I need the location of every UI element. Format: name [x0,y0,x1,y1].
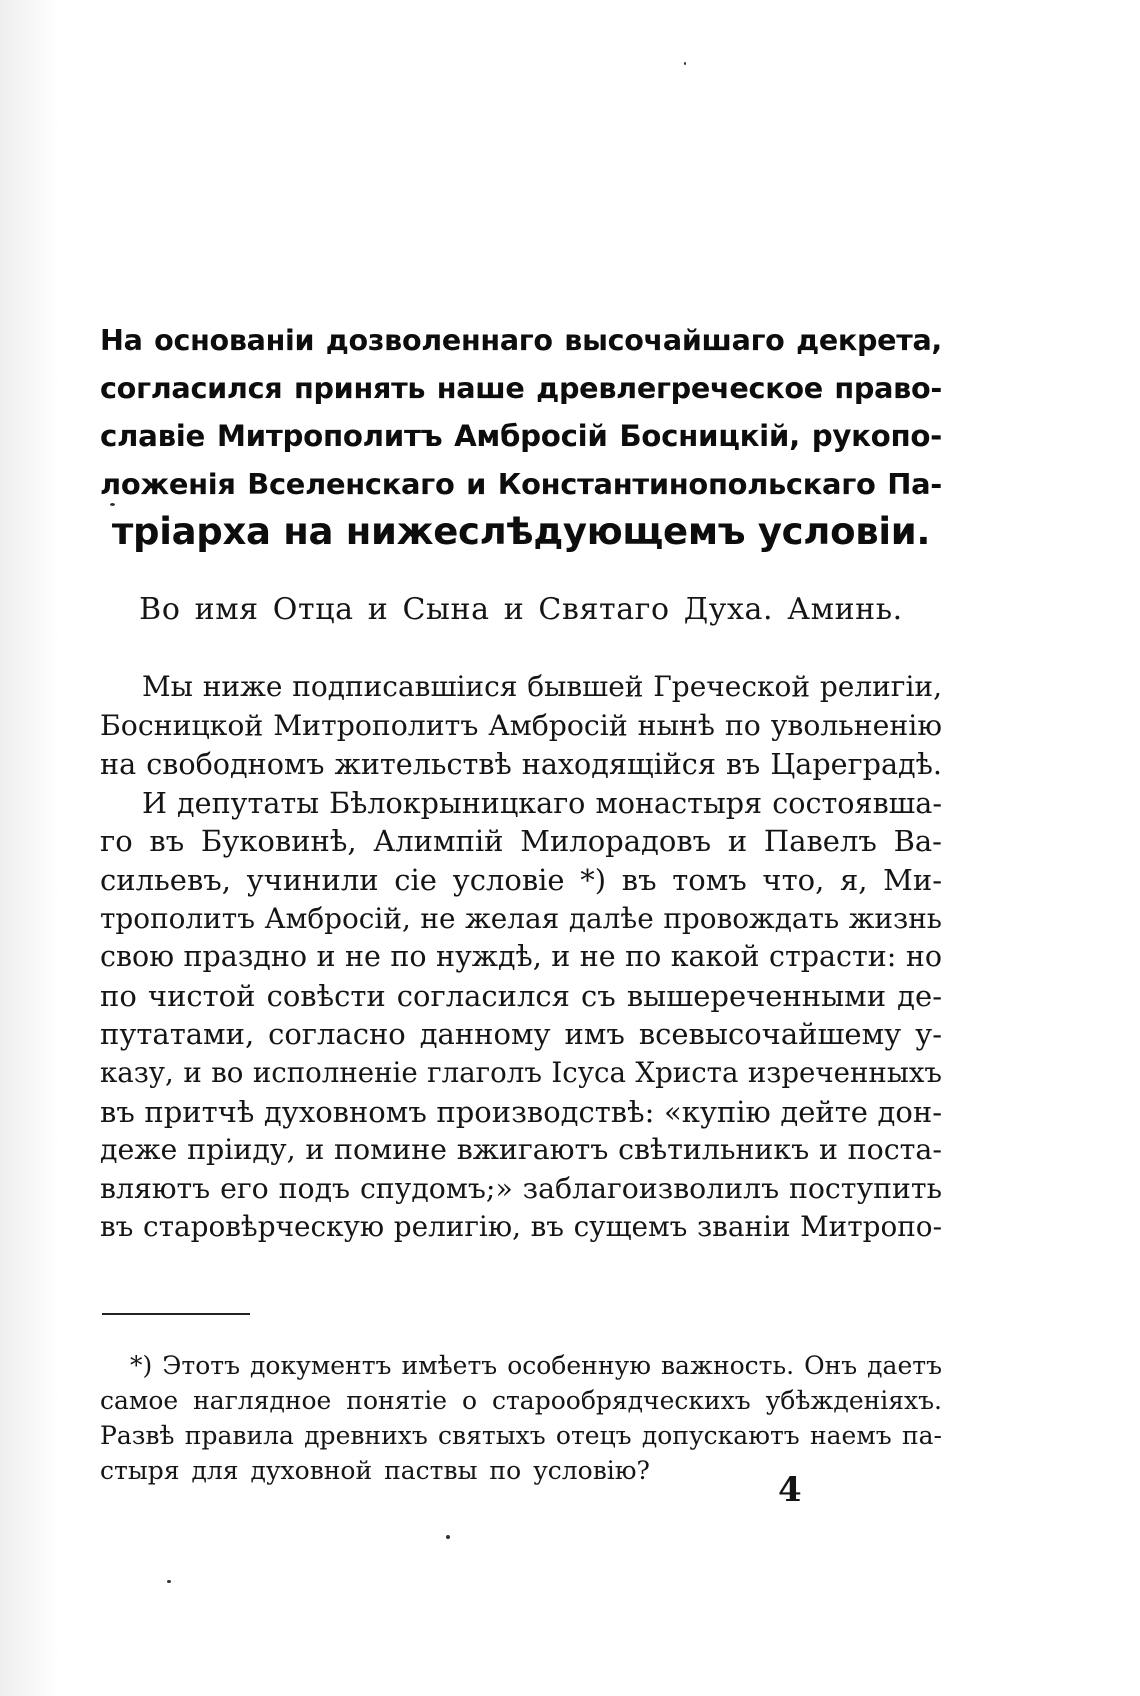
body-line: Босницкой Митрополитъ Амбросiй нынѣ по увольненiю [100,708,942,742]
heading-line: согласился принять наше древлегреческое право- [100,371,942,405]
body-line: свою праздно и не по нуждѣ, и не по какой страсти: но [100,940,942,974]
print-speck [167,1580,171,1583]
heading-line: ложенiя Вселенскаго и Константинопольскаго Па- [100,467,942,501]
footnote-line: Развѣ правила древнихъ святыхъ отецъ допускаютъ наемъ па- [100,1421,942,1450]
body-line: путатами, согласно данному имъ всевысочайшему у- [100,1017,942,1052]
invocation: Во имя Отца и Сына и Святаго Духа. Аминь. [139,592,903,627]
body-line: трополитъ Амбросiй, не желая далѣе провождать жизнь [100,901,942,935]
body-line: по чистой совѣсти согласился съ вышереченными де- [100,978,942,1013]
body-line: на свободномъ жительствѣ находящiйся въ Цареградѣ. [100,747,942,782]
page-gutter-shadow [0,0,60,1696]
footnote-line: стыря для духовной паствы по условiю? [100,1456,650,1485]
body-line: вляютъ его подъ спудомъ;» заблагоизволилъ поступить [100,1171,942,1205]
footnote-line: *) Этотъ документъ имѣетъ особенную важность. Онъ даетъ [130,1351,942,1380]
body-line: въ старовѣрческую религiю, въ сущемъ званiи Митропо- [100,1210,942,1244]
body-line: И депутаты Бѣлокрыницкаго монастыря состоявша- [142,785,942,820]
page-number: 4 [778,1470,802,1510]
footnote [100,1348,942,1488]
heading-line: славiе Митрополитъ Амбросiй Босницкiй, рукопо- [100,419,942,453]
body-line: го въ Буковинѣ, Алимпiй Милорадовъ и Павелъ Ва- [100,824,942,859]
body-line: Мы ниже подписавшiися бывшей Греческой религiи, [142,670,942,703]
body-line: деже прiиду, и помине вжигаютъ свѣтильникъ и поста- [100,1133,942,1167]
print-speck [684,62,686,65]
body-line: въ притчѣ духовномъ производствѣ: «купiю дейте дон- [100,1094,942,1129]
heading-line: трiарха на нижеслѣдующемъ условiи. [111,510,931,553]
footnote-line: самое наглядное понятiе о старообрядческихъ убѣжденiяхъ. [100,1386,942,1415]
body-line: казу, и во исполненiе глаголъ Iсуса Христа изреченныхъ [100,1055,942,1089]
body-line: сильевъ, учинили сiе условiе *) въ томъ что, я, Ми- [100,862,942,897]
print-speck [110,503,115,506]
print-speck [446,1535,450,1539]
footnote-separator [102,1313,250,1315]
document-heading [100,316,942,556]
body-text [100,668,942,1247]
heading-line: На основанiи дозволеннаго высочайшаго декрета, [100,323,942,357]
